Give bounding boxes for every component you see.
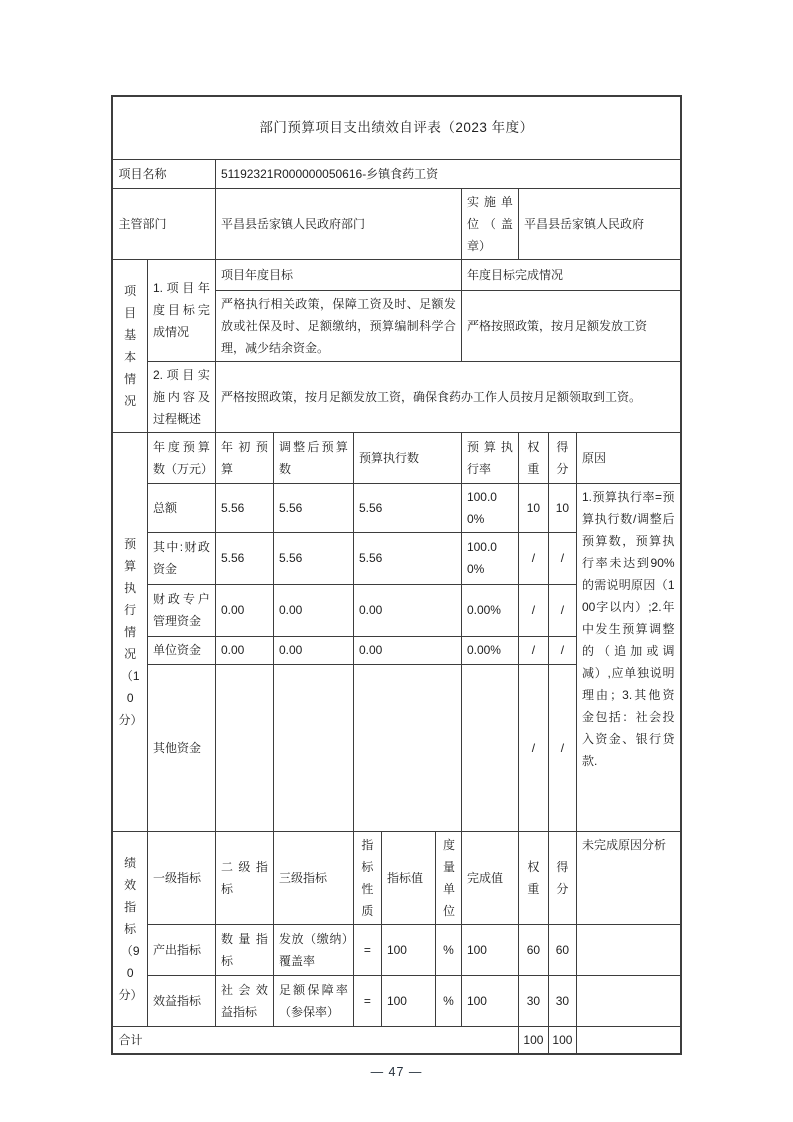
budget-row-label: 单位资金	[147, 636, 215, 664]
basic-info-section-label: 项目基本情况	[112, 259, 147, 432]
budget-rate: 0.00%	[461, 584, 518, 636]
budget-adjusted: 5.56	[273, 532, 353, 584]
total-score: 100	[548, 1026, 576, 1054]
department-row	[112, 188, 680, 259]
project-name-label: 项目名称	[112, 159, 215, 188]
budget-executed: 5.56	[353, 483, 461, 532]
annual-goal-row-label: 1.项目年度目标完成情况	[147, 259, 215, 361]
perf-level1: 效益指标	[147, 975, 215, 1026]
perf-row-output	[112, 924, 680, 975]
budget-executed: 5.56	[353, 532, 461, 584]
goal-completion-text: 严格按照政策，按月足额发放工资	[461, 290, 680, 361]
budget-adjusted	[273, 664, 353, 831]
budget-header-category: 年度预算数（万元）	[147, 432, 215, 483]
total-row	[112, 1026, 680, 1054]
perf-header-level2: 二级指标	[215, 831, 273, 924]
budget-initial: 0.00	[215, 636, 273, 664]
perf-score: 60	[548, 924, 576, 975]
annual-goal-header: 项目年度目标	[215, 259, 461, 290]
perf-row-benefit	[112, 975, 680, 1026]
perf-level3: 发放（缴纳）覆盖率	[273, 924, 353, 975]
budget-rate: 100.00%	[461, 483, 518, 532]
budget-row-label: 其他资金	[147, 664, 215, 831]
perf-header-nature: 指标性质	[353, 831, 381, 924]
goal-completion-header: 年度目标完成情况	[461, 259, 680, 290]
budget-header-weight: 权重	[518, 432, 548, 483]
supervisor-dept-value: 平昌县岳家镇人民政府部门	[215, 188, 461, 259]
budget-score: /	[548, 636, 576, 664]
budget-weight: 10	[518, 483, 548, 532]
perf-header-level3: 三级指标	[273, 831, 353, 924]
budget-header-reason: 原因	[576, 432, 680, 483]
budget-section-label: 预算执行情况（10分）	[112, 432, 147, 831]
perf-header-analysis: 未完成原因分析	[576, 831, 680, 924]
perf-header-score: 得分	[548, 831, 576, 924]
budget-weight: /	[518, 532, 548, 584]
perf-target: 100	[381, 975, 435, 1026]
budget-rate: 0.00%	[461, 636, 518, 664]
budget-rate	[461, 664, 518, 831]
perf-unit: %	[435, 975, 461, 1026]
perf-unit: %	[435, 924, 461, 975]
budget-header-rate: 预算执行率	[461, 432, 518, 483]
supervisor-dept-label: 主管部门	[112, 188, 215, 259]
performance-header-row	[112, 831, 680, 924]
budget-header-adjusted: 调整后预算数	[273, 432, 353, 483]
budget-executed: 0.00	[353, 584, 461, 636]
perf-level1: 产出指标	[147, 924, 215, 975]
budget-adjusted: 0.00	[273, 584, 353, 636]
budget-header-row	[112, 432, 680, 483]
budget-initial: 5.56	[215, 483, 273, 532]
budget-adjusted: 0.00	[273, 636, 353, 664]
perf-score: 30	[548, 975, 576, 1026]
perf-header-weight: 权重	[518, 831, 548, 924]
total-analysis	[576, 1026, 680, 1054]
implementation-row	[112, 361, 680, 432]
budget-weight: /	[518, 584, 548, 636]
perf-header-unit: 度量单位	[435, 831, 461, 924]
performance-section-label: 绩效指标（90分）	[112, 831, 147, 1026]
perf-target: 100	[381, 924, 435, 975]
perf-weight: 60	[518, 924, 548, 975]
perf-weight: 30	[518, 975, 548, 1026]
project-name-value: 51192321R000000050616-乡镇食药工资	[215, 159, 680, 188]
implement-unit-value: 平昌县岳家镇人民政府	[518, 188, 680, 259]
budget-rate: 100.00%	[461, 532, 518, 584]
self-evaluation-table	[111, 95, 681, 1055]
total-weight: 100	[518, 1026, 548, 1054]
budget-score: /	[548, 584, 576, 636]
budget-executed: 0.00	[353, 636, 461, 664]
project-name-row	[112, 159, 680, 188]
budget-executed	[353, 664, 461, 831]
page-number: — 47 —	[370, 1065, 423, 1079]
perf-level2: 社会效益指标	[215, 975, 273, 1026]
budget-score: 10	[548, 483, 576, 532]
budget-score: /	[548, 532, 576, 584]
implementation-row-label: 2.项目实施内容及过程概述	[147, 361, 215, 432]
budget-row-label: 财政专户管理资金	[147, 584, 215, 636]
budget-adjusted: 5.56	[273, 483, 353, 532]
perf-level3: 足额保障率（参保率）	[273, 975, 353, 1026]
table-title: 部门预算项目支出绩效自评表（2023 年度）	[112, 96, 680, 159]
budget-score: /	[548, 664, 576, 831]
perf-header-target: 指标值	[381, 831, 435, 924]
perf-header-actual: 完成值	[461, 831, 518, 924]
budget-row-label: 其中:财政资金	[147, 532, 215, 584]
budget-initial: 5.56	[215, 532, 273, 584]
budget-header-executed: 预算执行数	[353, 432, 461, 483]
budget-initial: 0.00	[215, 584, 273, 636]
budget-reason-text: 1.预算执行率=预算执行数/调整后预算数，预算执行率未达到90%的需说明原因（100字以内）;2.年中发生预算调整的（追加或调减）,应单独说明理由；3.其他资金包括：社会投入资金、银行贷款.	[576, 483, 680, 831]
perf-level2: 数量指标	[215, 924, 273, 975]
implementation-text: 严格按照政策，按月足额发放工资，确保食药办工作人员按月足额领取到工资。	[215, 361, 680, 432]
basic-goal-header-row	[112, 259, 680, 290]
budget-initial	[215, 664, 273, 831]
perf-actual: 100	[461, 924, 518, 975]
perf-analysis	[576, 924, 680, 975]
budget-weight: /	[518, 636, 548, 664]
perf-actual: 100	[461, 975, 518, 1026]
budget-row-total	[112, 483, 680, 532]
budget-header-score: 得分	[548, 432, 576, 483]
annual-goal-text: 严格执行相关政策，保障工资及时、足额发放或社保及时、足额缴纳，预算编制科学合理，减少结余资金。	[215, 290, 461, 361]
title-row	[112, 96, 680, 159]
perf-header-level1: 一级指标	[147, 831, 215, 924]
perf-nature: =	[353, 924, 381, 975]
budget-header-initial: 年初预算	[215, 432, 273, 483]
perf-nature: =	[353, 975, 381, 1026]
perf-analysis	[576, 975, 680, 1026]
budget-weight: /	[518, 664, 548, 831]
total-label: 合计	[112, 1026, 518, 1054]
budget-row-label: 总额	[147, 483, 215, 532]
implement-unit-label: 实施单位（盖章）	[461, 188, 518, 259]
